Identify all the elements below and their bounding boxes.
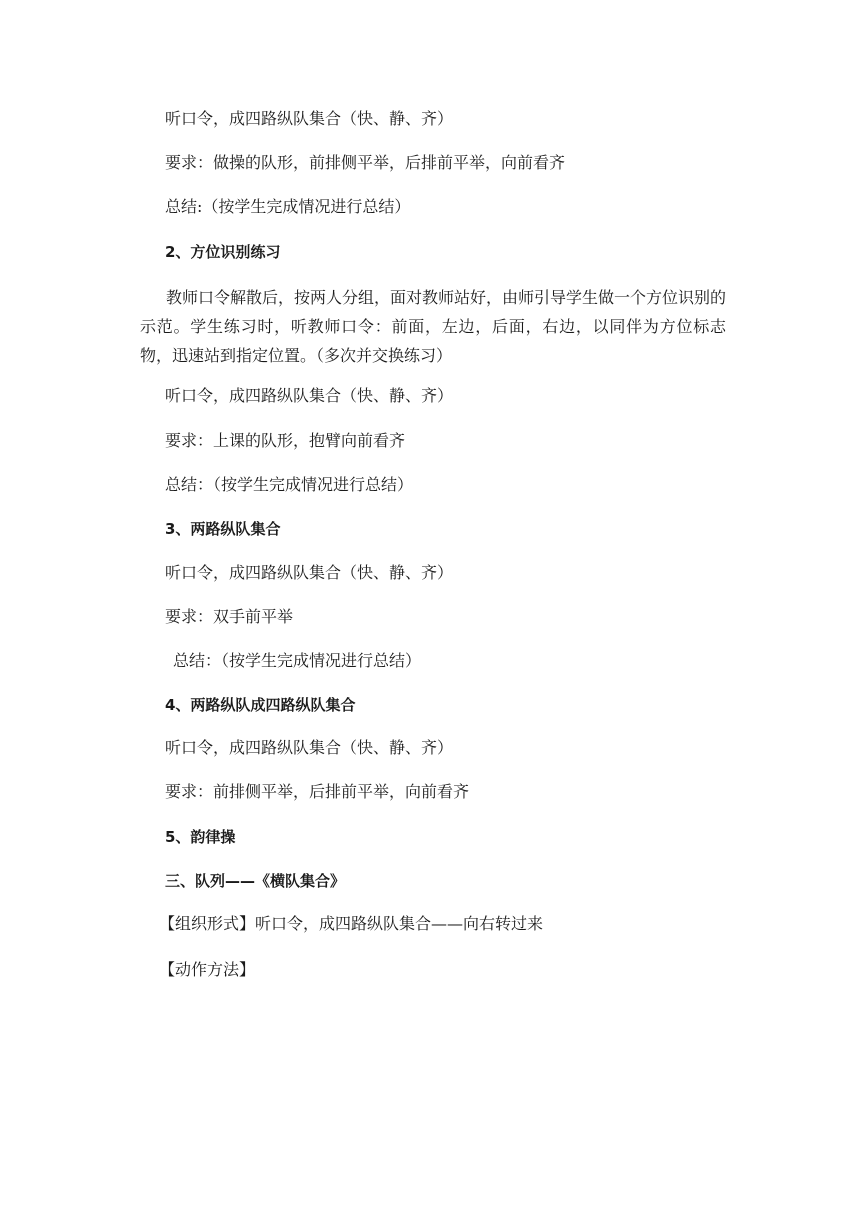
text-line: 总结：（按学生完成情况进行总结）	[165, 475, 414, 494]
section-heading: 5、韵律操	[165, 828, 236, 846]
section-heading: 三、队列——《横队集合》	[165, 872, 346, 890]
text-line: 要求：做操的队形，前排侧平举，后排前平举，向前看齐	[165, 153, 566, 172]
section-heading: 3、两路纵队集合	[165, 520, 281, 538]
text-line: 【组织形式】听口令，成四路纵队集合——向右转过来	[159, 914, 544, 933]
paragraph: 教师口令解散后，按两人分组，面对教师站好，由师引导学生做一个方位识别的示范。学生练习时，听教师口令：前面，左边，后面，右边，以同伴为方位标志物，迅速站到指定位置。（多次并交换练习）	[140, 288, 727, 365]
text-line: 【动作方法】	[159, 960, 256, 979]
text-line: 听口令，成四路纵队集合（快、静、齐）	[165, 738, 454, 757]
text-line: 总结：（按学生完成情况进行总结）	[173, 651, 422, 670]
text-line: 要求：上课的队形，抱臂向前看齐	[165, 431, 406, 450]
section-heading: 2、方位识别练习	[165, 243, 281, 261]
text-line: 总结:（按学生完成情况进行总结）	[165, 197, 411, 216]
text-line: 要求：前排侧平举，后排前平举，向前看齐	[165, 782, 470, 801]
text-line: 听口令，成四路纵队集合（快、静、齐）	[165, 386, 454, 405]
text-line: 要求：双手前平举	[165, 607, 294, 626]
text-line: 听口令，成四路纵队集合（快、静、齐）	[165, 109, 454, 128]
section-heading: 4、两路纵队成四路纵队集合	[165, 696, 356, 714]
text-line: 听口令，成四路纵队集合（快、静、齐）	[165, 563, 454, 582]
